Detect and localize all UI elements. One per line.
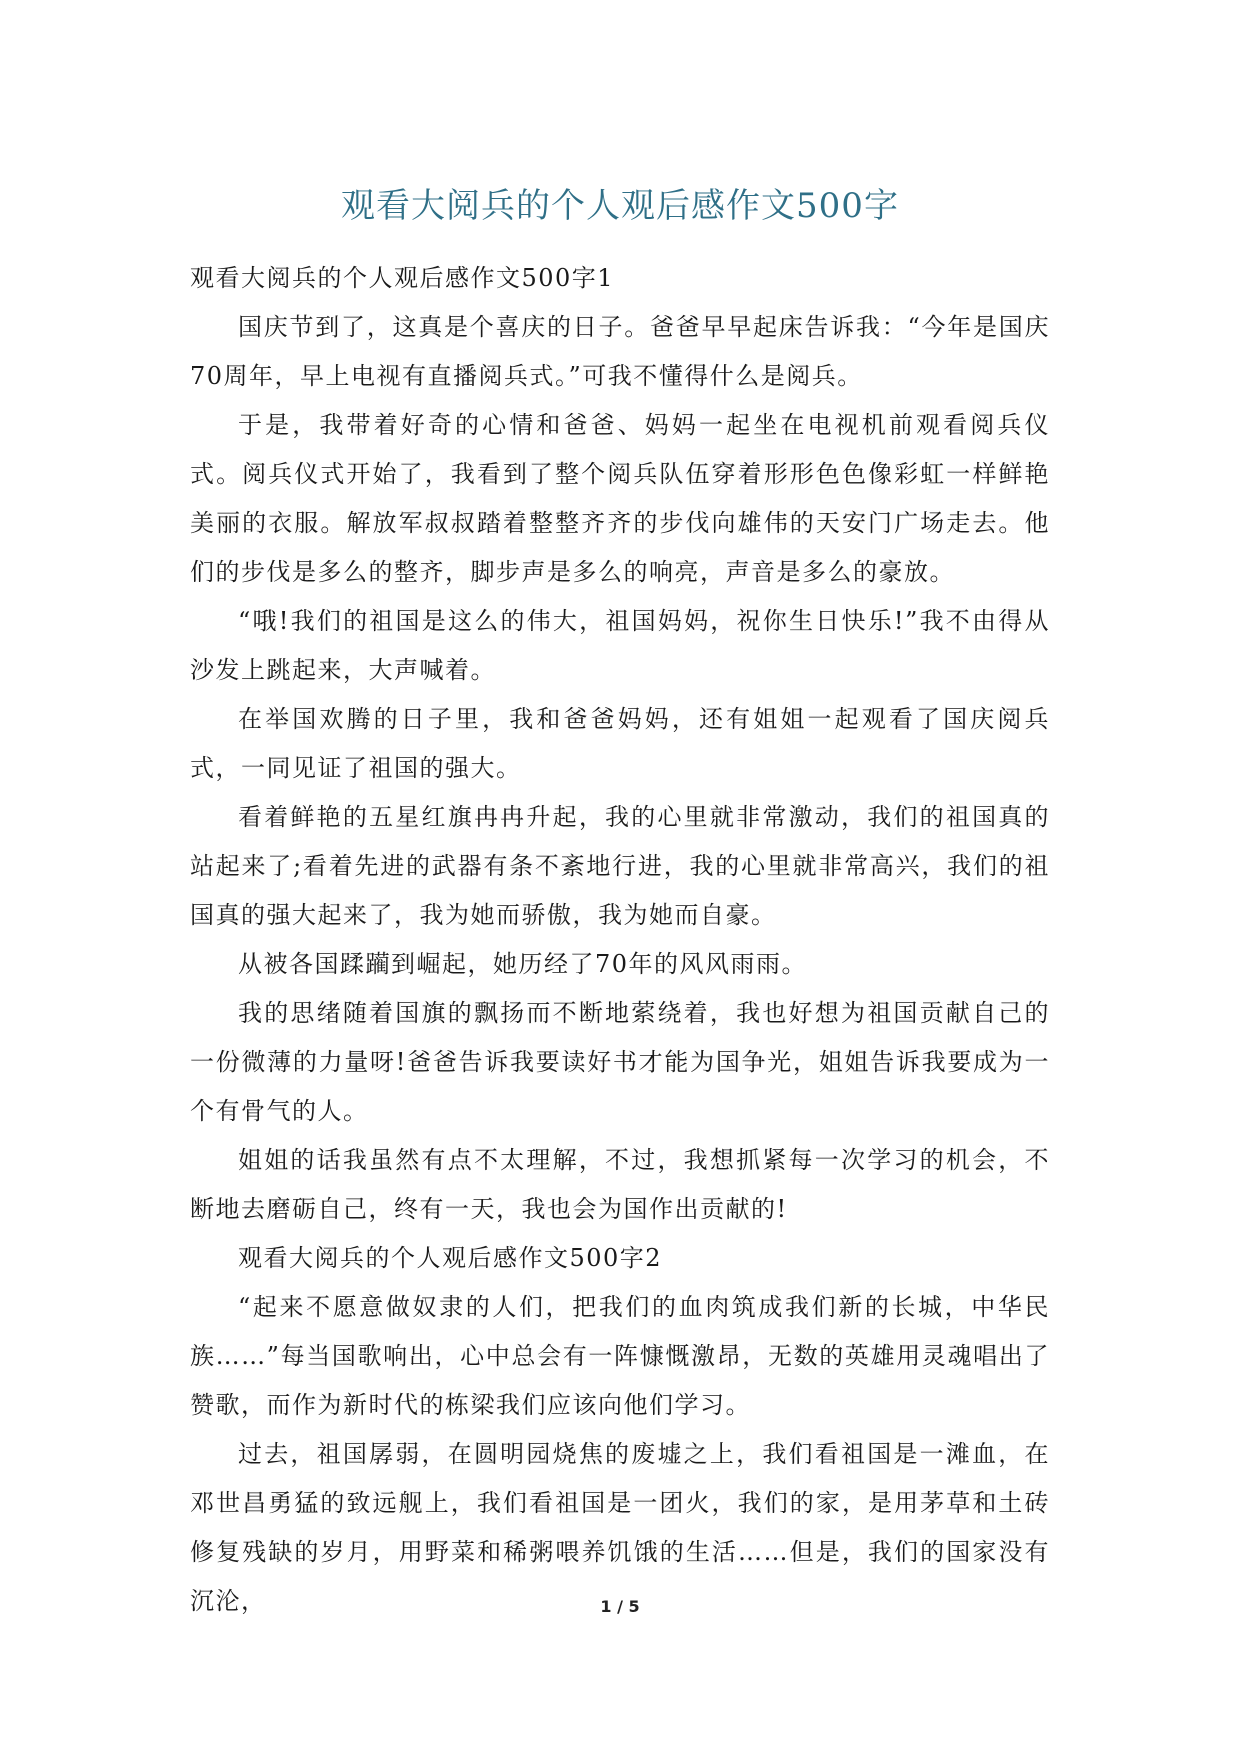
paragraph: “起来不愿意做奴隶的人们，把我们的血肉筑成我们新的长城，中华民族……”每当国歌响出，心中总会有一阵慷慨激昂，无数的英雄用灵魂唱出了赞歌，而作为新时代的栋梁我们应该向他们学习。 — [190, 1293, 1050, 1419]
paragraph: 过去，祖国孱弱，在圆明园烧焦的废墟之上，我们看祖国是一滩血，在邓世昌勇猛的致远舰上，我们看祖国是一团火，我们的家，是用茅草和土砖修复残缺的岁月，用野菜和稀粥喂养饥饿的生活……但是，我们的国家没有沉沦， — [190, 1440, 1050, 1615]
document-title: 观看大阅兵的个人观后感作文500字 — [341, 186, 899, 226]
paragraph: 看着鲜艳的五星红旗冉冉升起，我的心里就非常激动，我们的祖国真的站起来了;看着先进的武器有条不紊地行进，我的心里就非常高兴，我们的祖国真的强大起来了，我为她而骄傲，我为她而自豪。 — [190, 803, 1050, 929]
paragraph: 国庆节到了，这真是个喜庆的日子。爸爸早早起床告诉我：“今年是国庆70周年，早上电视有直播阅兵式。”可我不懂得什么是阅兵。 — [190, 313, 1050, 390]
paragraph: 姐姐的话我虽然有点不太理解，不过，我想抓紧每一次学习的机会，不断地去磨砺自己，终有一天，我也会为国作出贡献的! — [190, 1146, 1050, 1223]
page-number: 1 / 5 — [600, 1597, 640, 1616]
section-heading-1: 观看大阅兵的个人观后感作文500字1 — [190, 264, 615, 292]
paragraph: 从被各国蹂躏到崛起，她历经了70年的风风雨雨。 — [238, 950, 808, 978]
paragraph: 在举国欢腾的日子里，我和爸爸妈妈，还有姐姐一起观看了国庆阅兵式，一同见证了祖国的强大。 — [190, 705, 1050, 782]
paragraph: 于是，我带着好奇的心情和爸爸、妈妈一起坐在电视机前观看阅兵仪式。阅兵仪式开始了，我看到了整个阅兵队伍穿着形形色色像彩虹一样鲜艳美丽的衣服。解放军叔叔踏着整整齐齐的步伐向雄伟的天安门广场走去。他们的步伐是多么的整齐，脚步声是多么的响亮，声音是多么的豪放。 — [190, 411, 1050, 586]
document-body — [190, 254, 1050, 1626]
section-heading-2: 观看大阅兵的个人观后感作文500字2 — [238, 1244, 663, 1272]
paragraph: “哦!我们的祖国是这么的伟大，祖国妈妈，祝你生日快乐!”我不由得从沙发上跳起来，大声喊着。 — [190, 607, 1050, 684]
paragraph: 我的思绪随着国旗的飘扬而不断地萦绕着，我也好想为祖国贡献自己的一份微薄的力量呀!爸爸告诉我要读好书才能为国争光，姐姐告诉我要成为一个有骨气的人。 — [190, 999, 1050, 1125]
